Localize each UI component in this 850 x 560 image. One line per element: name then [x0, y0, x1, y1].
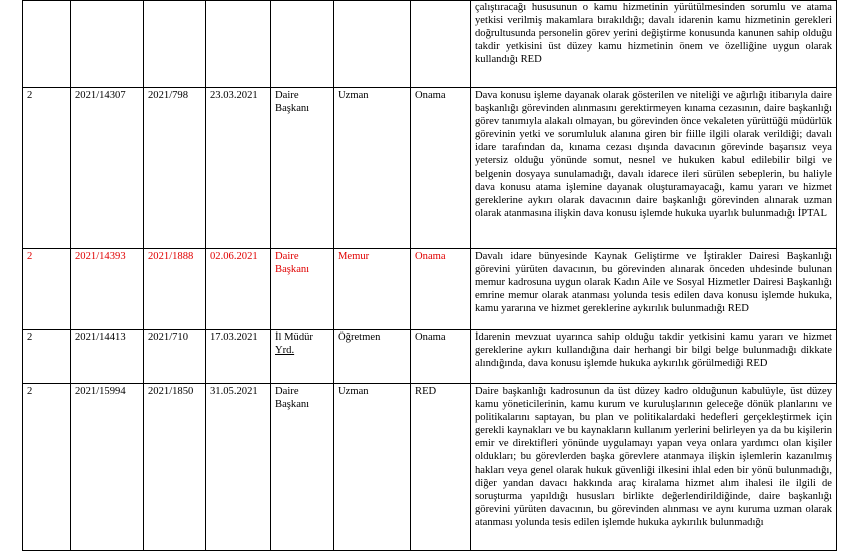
table-row [23, 249, 837, 330]
cell-karar: 2021/710 [144, 330, 206, 384]
cell-sonuc: Onama [411, 330, 471, 384]
cell-tarih: 02.06.2021 [206, 249, 271, 330]
document-page [22, 0, 836, 551]
cell-unvan [271, 1, 334, 88]
cell-sonuc: Onama [411, 249, 471, 330]
cell-esas [71, 1, 144, 88]
cell-kadro: Uzman [334, 88, 411, 249]
cell-tarih: 17.03.2021 [206, 330, 271, 384]
table-row [23, 1, 837, 88]
cell-aciklama: Dava konusu işleme dayanak olarak gösterilen ve niteliği ve ağırlığı itibarıyla daire başkanlığı görevinden alınmasını gerektirmeyen kınama cezasının, daire başkanlığı görev tanımıyla alakalı olmayan, bu görevinden önce vekaleten yürüttüğü müdürlük görevinin yetki ve sorumluluk alanına giren bir fiille ilgili olarak verildiği; davalı idare tarafından da, kınama cezası dışında davacının görevinde başarısız veya yetersiz olduğu yönünde somut, nesnel ve hukuken kabul edilebilir bilgi ve belgenin dosyaya sunulamadığı, davalı idarece ileri sürülen sebeplerin, bu haliyle dava konusu atama işlemine dayanak oluşturamayacağı, kamu yararı ve hizmet gereklerine aykırı olarak davacının daire başkanlığı görevinden alınarak uzman olarak atanmasına ilişkin dava konusu işlemde hukuka uyarlık bulunmadığı İPTAL [471, 88, 837, 249]
cell-sonuc: RED [411, 384, 471, 551]
cell-unvan-line2: Yrd. [275, 345, 295, 357]
cell-esas: 2021/14307 [71, 88, 144, 249]
table-row [23, 330, 837, 384]
cell-sonuc [411, 1, 471, 88]
cell-no: 2 [23, 88, 71, 249]
cell-unvan: Daire Başkanı [271, 249, 334, 330]
table-row [23, 384, 837, 551]
cell-tarih: 31.05.2021 [206, 384, 271, 551]
cell-tarih: 23.03.2021 [206, 88, 271, 249]
cell-tarih [206, 1, 271, 88]
cell-no [23, 1, 71, 88]
cell-karar: 2021/798 [144, 88, 206, 249]
cell-karar: 2021/1888 [144, 249, 206, 330]
cell-unvan: Daire Başkanı [271, 88, 334, 249]
cell-kadro: Memur [334, 249, 411, 330]
cell-unvan [271, 330, 334, 384]
cell-karar [144, 1, 206, 88]
cell-aciklama: Davalı idare bünyesinde Kaynak Geliştirme ve İştirakler Dairesi Başkanlığı görevini yürüten davacının, bu görevinden alınarak önceden uhdesinde bulunan memur kadrosuna uygun olarak Kadın Aile ve Sosyal Hizmetler Dairesi Başkanlığı emrine memur olarak atanması yolunda tesis edilen dava konusu işlemde hukuka, kamu yararına ve hizmet gereklerine aykırılık bulunmadığı RED [471, 249, 837, 330]
cell-aciklama: çalıştıracağı hususunun o kamu hizmetinin yürütülmesinden sorumlu ve atama yetkisi verilmiş makamlara bırakıldığı; davalı idarenin kamu hizmetinin gerekleri doğrultusunda personelin görev yerini değiştirme konusunda kanunen sahip olduğu takdir yetkisini üst düzey kamu hizmetinin önem ve özelliğine uygun olarak kullandığı RED [471, 1, 837, 88]
cell-unvan-line1: İl Müdür [275, 332, 313, 343]
cell-unvan: Daire Başkanı [271, 384, 334, 551]
cell-esas: 2021/14413 [71, 330, 144, 384]
case-table [22, 0, 837, 551]
cell-karar: 2021/1850 [144, 384, 206, 551]
cell-esas: 2021/15994 [71, 384, 144, 551]
cell-aciklama: Daire başkanlığı kadrosunun da üst düzey kadro olduğunun kabulüyle, üst düzey kamu yöneticilerinin, kamu kurum ve kuruluşlarının geleceğe dönük planlarını ve politikalarını saptayan, bu plan ve politikalardaki hedefleri gerçekleştirmek için gerekli kaynakları ve bu kaynakların kullanım yerlerini belirleyen ya da bu kişilerin emir ve direktifleri yönünde uygulamayı yapan veya onlara yardımcı olan kişiler oldukları; bu görevlerden başka görevlere atanmaya ilişkin işlemlerin kazanılmış hakları veya genel olarak hukuk güvenliği ilkesini ihlal eden bir yönü bulunmadığı, diğer yandan davacı hakkında araç kiralama hizmet alım ihalesi ile ilgili de soruşturma yapıldığı hususları birlikte değerlendirildiğinde, daire başkanlığı görevini yürüten davacının, bu görevinden alınması ve aynı kuruma uzman olarak atanması yolunda tesis edilen işlemde hukuka aykırılık bulunmadığı [471, 384, 837, 551]
cell-aciklama: İdarenin mevzuat uyarınca sahip olduğu takdir yetkisini kamu yararı ve hizmet gereklerine aykırı kullandığına dair herhangi bir bilgi belge bulunmadığı dikkate alındığında, dava konusu işlemde hukuka aykırılık görülmediği RED [471, 330, 837, 384]
cell-no: 2 [23, 330, 71, 384]
cell-kadro: Öğretmen [334, 330, 411, 384]
cell-kadro: Uzman [334, 384, 411, 551]
cell-kadro [334, 1, 411, 88]
cell-no: 2 [23, 384, 71, 551]
cell-esas: 2021/14393 [71, 249, 144, 330]
cell-no: 2 [23, 249, 71, 330]
cell-sonuc: Onama [411, 88, 471, 249]
table-row [23, 88, 837, 249]
